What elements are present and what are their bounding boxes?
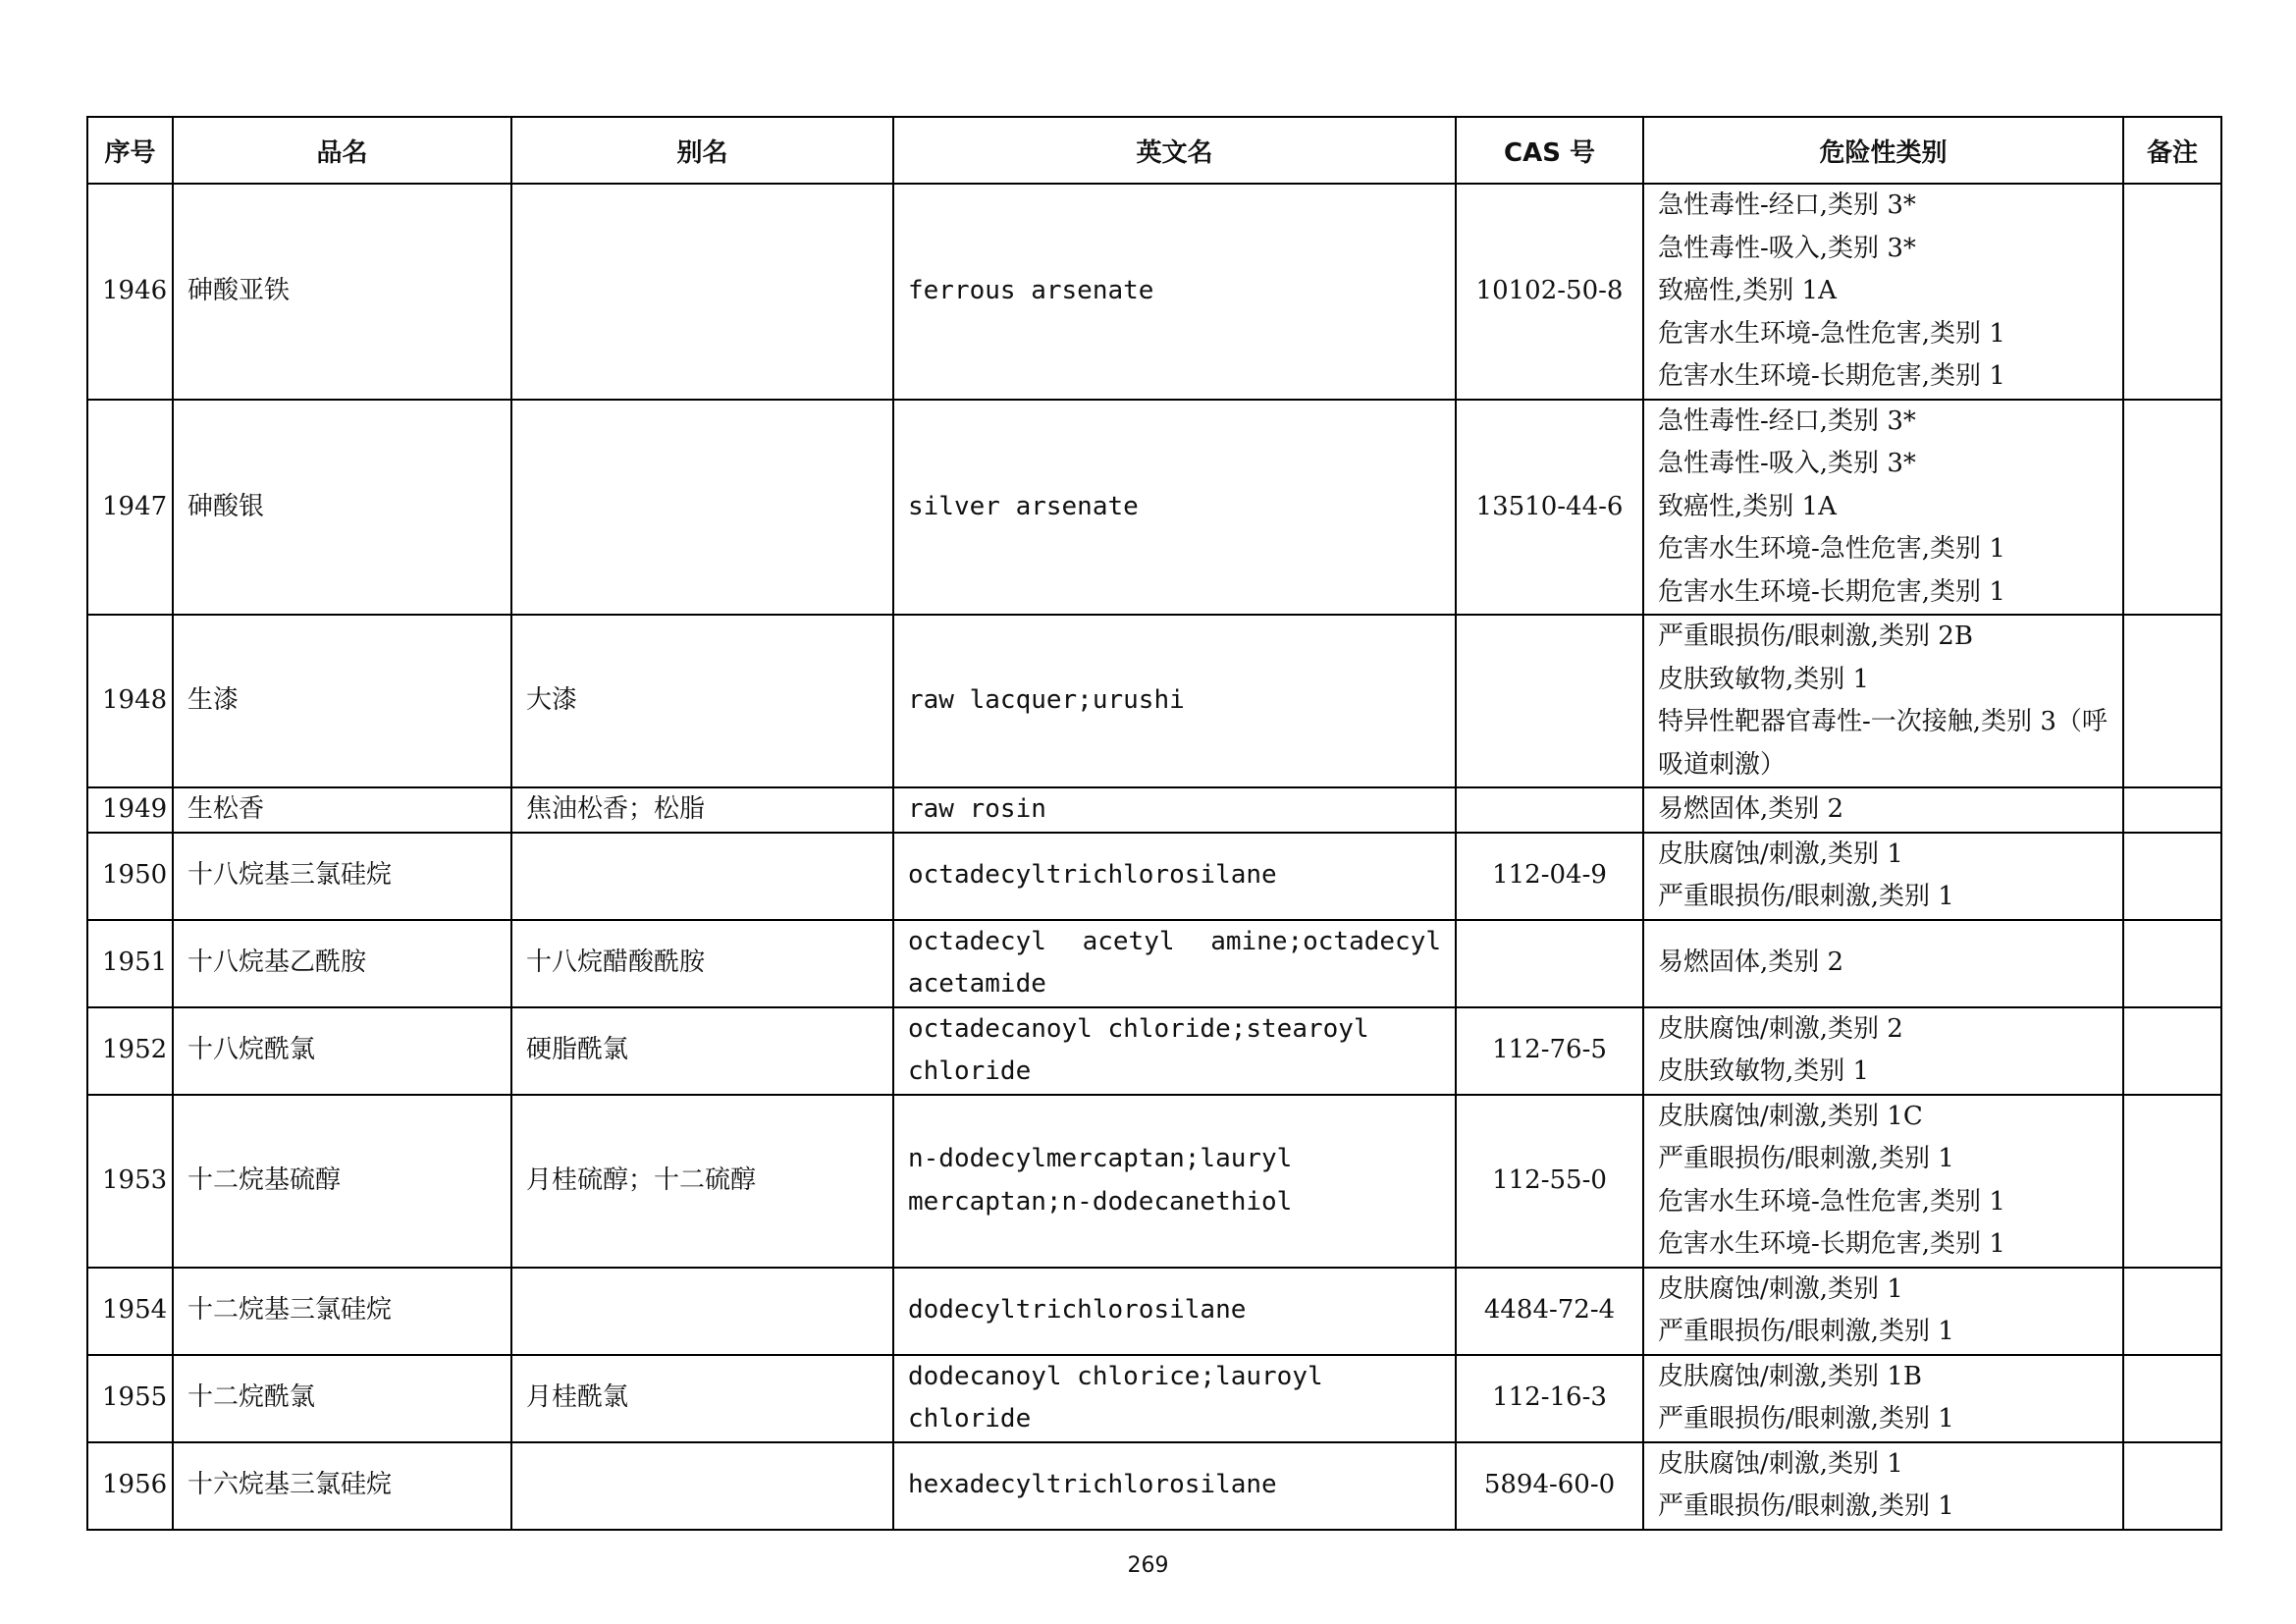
cell-english-name: octadecyl acetyl amine;octadecyl acetamide	[893, 920, 1456, 1007]
cell-product-name: 生松香	[173, 787, 511, 833]
cell-hazard-category	[1643, 184, 2123, 400]
cell-cas-number: 112-16-3	[1456, 1355, 1643, 1442]
cell-cas-number: 112-76-5	[1456, 1007, 1643, 1095]
header-hazard-category: 危险性类别	[1643, 117, 2123, 184]
cell-english-name: raw lacquer;urushi	[893, 615, 1456, 787]
cell-remarks	[2123, 400, 2221, 616]
cell-cas-number: 13510-44-6	[1456, 400, 1643, 616]
cell-product-name: 十二烷基硫醇	[173, 1095, 511, 1268]
cell-cas-number: 10102-50-8	[1456, 184, 1643, 400]
cell-english-name: n-dodecylmercaptan;lauryl mercaptan;n-dodecanethiol	[893, 1095, 1456, 1268]
header-cas-number: CAS 号	[1456, 117, 1643, 184]
cell-alias: 大漆	[511, 615, 893, 787]
cell-cas-number	[1456, 787, 1643, 833]
cell-product-name: 十二烷基三氯硅烷	[173, 1268, 511, 1355]
hazard-line: 严重眼损伤/眼刺激,类别 1	[1658, 1144, 1954, 1173]
table-row	[87, 787, 2221, 833]
cell-serial-number: 1950	[87, 833, 173, 920]
header-product-name: 品名	[173, 117, 511, 184]
cell-remarks	[2123, 1095, 2221, 1268]
cell-hazard-category	[1643, 920, 2123, 1007]
cell-serial-number: 1949	[87, 787, 173, 833]
table-header	[87, 117, 2221, 184]
hazard-line: 严重眼损伤/眼刺激,类别 2B	[1658, 622, 1973, 651]
cell-cas-number: 112-04-9	[1456, 833, 1643, 920]
cell-remarks	[2123, 787, 2221, 833]
cell-product-name: 十八烷酰氯	[173, 1007, 511, 1095]
hazard-chemicals-table-container	[86, 116, 2220, 1531]
cell-english-name: dodecanoyl chlorice;lauroyl chloride	[893, 1355, 1456, 1442]
header-remarks: 备注	[2123, 117, 2221, 184]
cell-hazard-category	[1643, 1095, 2123, 1268]
cell-serial-number: 1948	[87, 615, 173, 787]
hazard-line: 皮肤腐蚀/刺激,类别 1	[1658, 839, 1903, 869]
cell-remarks	[2123, 1268, 2221, 1355]
hazard-line: 急性毒性-经口,类别 3*	[1658, 406, 1916, 436]
cell-remarks	[2123, 1355, 2221, 1442]
cell-alias: 十八烷醋酸酰胺	[511, 920, 893, 1007]
cell-serial-number: 1954	[87, 1268, 173, 1355]
hazard-line: 皮肤致敏物,类别 1	[1658, 1056, 1870, 1086]
cell-serial-number: 1947	[87, 400, 173, 616]
hazard-line: 易燃固体,类别 2	[1658, 947, 1844, 978]
cell-remarks	[2123, 833, 2221, 920]
cell-english-name: octadecyltrichlorosilane	[893, 833, 1456, 920]
hazard-line: 危害水生环境-急性危害,类别 1	[1658, 1186, 2005, 1217]
cell-alias: 月桂酰氯	[511, 1355, 893, 1442]
header-english-name: 英文名	[893, 117, 1456, 184]
hazard-line: 皮肤致敏物,类别 1	[1658, 664, 1870, 694]
cell-english-name: silver arsenate	[893, 400, 1456, 616]
hazard-line: 危害水生环境-长期危害,类别 1	[1658, 361, 2005, 391]
cell-english-name: hexadecyltrichlorosilane	[893, 1442, 1456, 1530]
hazard-line: 急性毒性-吸入,类别 3*	[1658, 233, 1916, 263]
header-row	[87, 117, 2221, 184]
cell-product-name: 砷酸亚铁	[173, 184, 511, 400]
cell-remarks	[2123, 615, 2221, 787]
cell-hazard-category	[1643, 1007, 2123, 1095]
cell-product-name: 十六烷基三氯硅烷	[173, 1442, 511, 1530]
cell-product-name: 十二烷酰氯	[173, 1355, 511, 1442]
hazard-line: 皮肤腐蚀/刺激,类别 1	[1658, 1273, 1903, 1304]
cell-hazard-category	[1643, 787, 2123, 833]
cell-remarks	[2123, 920, 2221, 1007]
cell-product-name: 十八烷基乙酰胺	[173, 920, 511, 1007]
cell-english-name: raw rosin	[893, 787, 1456, 833]
cell-remarks	[2123, 184, 2221, 400]
table-row	[87, 400, 2221, 616]
cell-alias	[511, 1268, 893, 1355]
cell-cas-number	[1456, 920, 1643, 1007]
hazard-line: 皮肤腐蚀/刺激,类别 1B	[1658, 1361, 1922, 1391]
hazard-line: 严重眼损伤/眼刺激,类别 1	[1658, 1404, 1954, 1434]
table-row	[87, 1095, 2221, 1268]
cell-hazard-category	[1643, 1355, 2123, 1442]
hazard-line: 皮肤腐蚀/刺激,类别 2	[1658, 1013, 1903, 1044]
cell-cas-number	[1456, 615, 1643, 787]
table-row	[87, 1355, 2221, 1442]
hazard-line: 危害水生环境-急性危害,类别 1	[1658, 534, 2005, 564]
cell-product-name: 生漆	[173, 615, 511, 787]
cell-hazard-category	[1643, 1442, 2123, 1530]
cell-alias	[511, 184, 893, 400]
cell-alias	[511, 1442, 893, 1530]
hazard-line: 特异性靶器官毒性-一次接触,类别 3（呼吸道刺激）	[1658, 707, 2108, 780]
hazard-line: 易燃固体,类别 2	[1658, 794, 1844, 824]
hazard-line: 致癌性,类别 1A	[1658, 276, 1837, 305]
table-row	[87, 833, 2221, 920]
cell-serial-number: 1955	[87, 1355, 173, 1442]
hazard-line: 急性毒性-吸入,类别 3*	[1658, 449, 1916, 478]
hazard-line: 皮肤腐蚀/刺激,类别 1	[1658, 1448, 1903, 1479]
hazard-line: 皮肤腐蚀/刺激,类别 1C	[1658, 1101, 1923, 1131]
cell-alias: 焦油松香；松脂	[511, 787, 893, 833]
hazard-line: 急性毒性-经口,类别 3*	[1658, 190, 1916, 220]
hazard-chemicals-table	[86, 116, 2222, 1531]
cell-alias	[511, 400, 893, 616]
table-row	[87, 184, 2221, 400]
cell-serial-number: 1951	[87, 920, 173, 1007]
cell-english-name: ferrous arsenate	[893, 184, 1456, 400]
cell-hazard-category	[1643, 833, 2123, 920]
cell-cas-number: 112-55-0	[1456, 1095, 1643, 1268]
table-row	[87, 920, 2221, 1007]
cell-cas-number: 5894-60-0	[1456, 1442, 1643, 1530]
hazard-line: 危害水生环境-急性危害,类别 1	[1658, 318, 2005, 349]
table-row	[87, 1268, 2221, 1355]
cell-serial-number: 1952	[87, 1007, 173, 1095]
table-row	[87, 1007, 2221, 1095]
table-row	[87, 1442, 2221, 1530]
cell-serial-number: 1946	[87, 184, 173, 400]
header-alias: 别名	[511, 117, 893, 184]
hazard-line: 严重眼损伤/眼刺激,类别 1	[1658, 1491, 1954, 1521]
cell-product-name: 十八烷基三氯硅烷	[173, 833, 511, 920]
hazard-line: 危害水生环境-长期危害,类别 1	[1658, 1229, 2005, 1259]
cell-remarks	[2123, 1007, 2221, 1095]
table-body	[87, 184, 2221, 1530]
cell-hazard-category	[1643, 400, 2123, 616]
cell-english-name: octadecanoyl chloride;stearoyl chloride	[893, 1007, 1456, 1095]
header-serial-number: 序号	[87, 117, 173, 184]
cell-alias: 月桂硫醇；十二硫醇	[511, 1095, 893, 1268]
cell-remarks	[2123, 1442, 2221, 1530]
cell-cas-number: 4484-72-4	[1456, 1268, 1643, 1355]
cell-hazard-category	[1643, 615, 2123, 787]
table-row	[87, 615, 2221, 787]
cell-hazard-category	[1643, 1268, 2123, 1355]
hazard-line: 严重眼损伤/眼刺激,类别 1	[1658, 882, 1954, 911]
page-number: 269	[1127, 1553, 1169, 1578]
cell-serial-number: 1953	[87, 1095, 173, 1268]
cell-english-name: dodecyltrichlorosilane	[893, 1268, 1456, 1355]
cell-alias	[511, 833, 893, 920]
hazard-line: 危害水生环境-长期危害,类别 1	[1658, 576, 2005, 607]
cell-product-name: 砷酸银	[173, 400, 511, 616]
cell-alias: 硬脂酰氯	[511, 1007, 893, 1095]
cell-serial-number: 1956	[87, 1442, 173, 1530]
hazard-line: 致癌性,类别 1A	[1658, 491, 1837, 521]
hazard-line: 严重眼损伤/眼刺激,类别 1	[1658, 1317, 1954, 1346]
